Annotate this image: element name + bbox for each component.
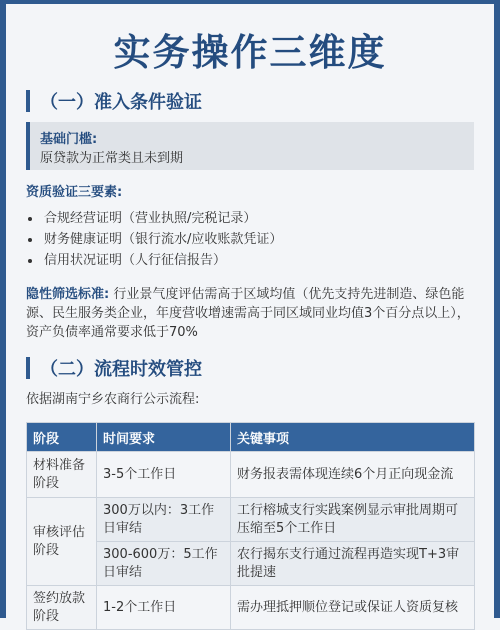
stage-cell: 材料准备阶段 — [27, 452, 97, 498]
column-header: 阶段 — [27, 423, 97, 452]
section-heading-process — [26, 355, 202, 381]
time-cell: 1-2个工作日 — [97, 586, 231, 630]
heading-bar — [26, 357, 30, 379]
qualify-label: 资质验证三要素: — [26, 185, 123, 200]
key-cell: 农行揭东支行通过流程再造实现T+3审批提速 — [231, 542, 475, 586]
section-heading-text: （二）流程时效管控 — [40, 359, 202, 380]
key-cell: 需办理抵押顺位登记或保证人资质复核 — [231, 586, 475, 630]
table-row — [27, 586, 475, 630]
table-row — [27, 452, 475, 498]
list-item: • 信用状况证明（人行征信报告） — [42, 250, 282, 271]
key-cell: 工行榕城支行实践案例显示审批周期可压缩至5个工作日 — [231, 498, 475, 542]
list-item: • 合规经营证明（营业执照/完税记录） — [42, 208, 282, 229]
process-intro: 依据湖南宁乡农商行公示流程: — [26, 392, 200, 407]
heading-bar — [26, 90, 30, 112]
threshold-box — [26, 122, 474, 170]
qualify-list — [26, 208, 282, 271]
time-cell: 300万以内：3工作日审结 — [97, 498, 231, 542]
process-table — [26, 422, 475, 630]
table-header-row — [27, 423, 475, 452]
table-row — [27, 498, 475, 542]
hidden-text: 行业景气度评估需高于区域均值（优先支持先进制造、绿色能源、民生服务类企业，年度营收增速需高于同区域同业均值3个百分点以上），资产负债率通常要求低于70% — [26, 287, 470, 340]
stage-cell: 审核评估阶段 — [27, 498, 97, 586]
page-title: 实务操作三维度 — [113, 31, 387, 74]
column-header: 时间要求 — [97, 423, 231, 452]
section-heading-text: （一）准入条件验证 — [40, 92, 202, 113]
time-cell: 300-600万：5工作日审结 — [97, 542, 231, 586]
time-cell: 3-5个工作日 — [97, 452, 231, 498]
section-heading-entry — [26, 88, 202, 114]
list-item: • 财务健康证明（银行流水/应收账款凭证） — [42, 229, 282, 250]
column-header: 关键事项 — [231, 423, 475, 452]
key-cell: 财务报表需体现连续6个月正向现金流 — [231, 452, 475, 498]
threshold-text: 原贷款为正常类且未到期 — [40, 151, 184, 166]
stage-cell: 签约放款阶段 — [27, 586, 97, 630]
threshold-label: 基础门槛: — [40, 132, 98, 147]
hidden-criteria — [26, 285, 474, 342]
hidden-label: 隐性筛选标准: — [26, 287, 110, 302]
